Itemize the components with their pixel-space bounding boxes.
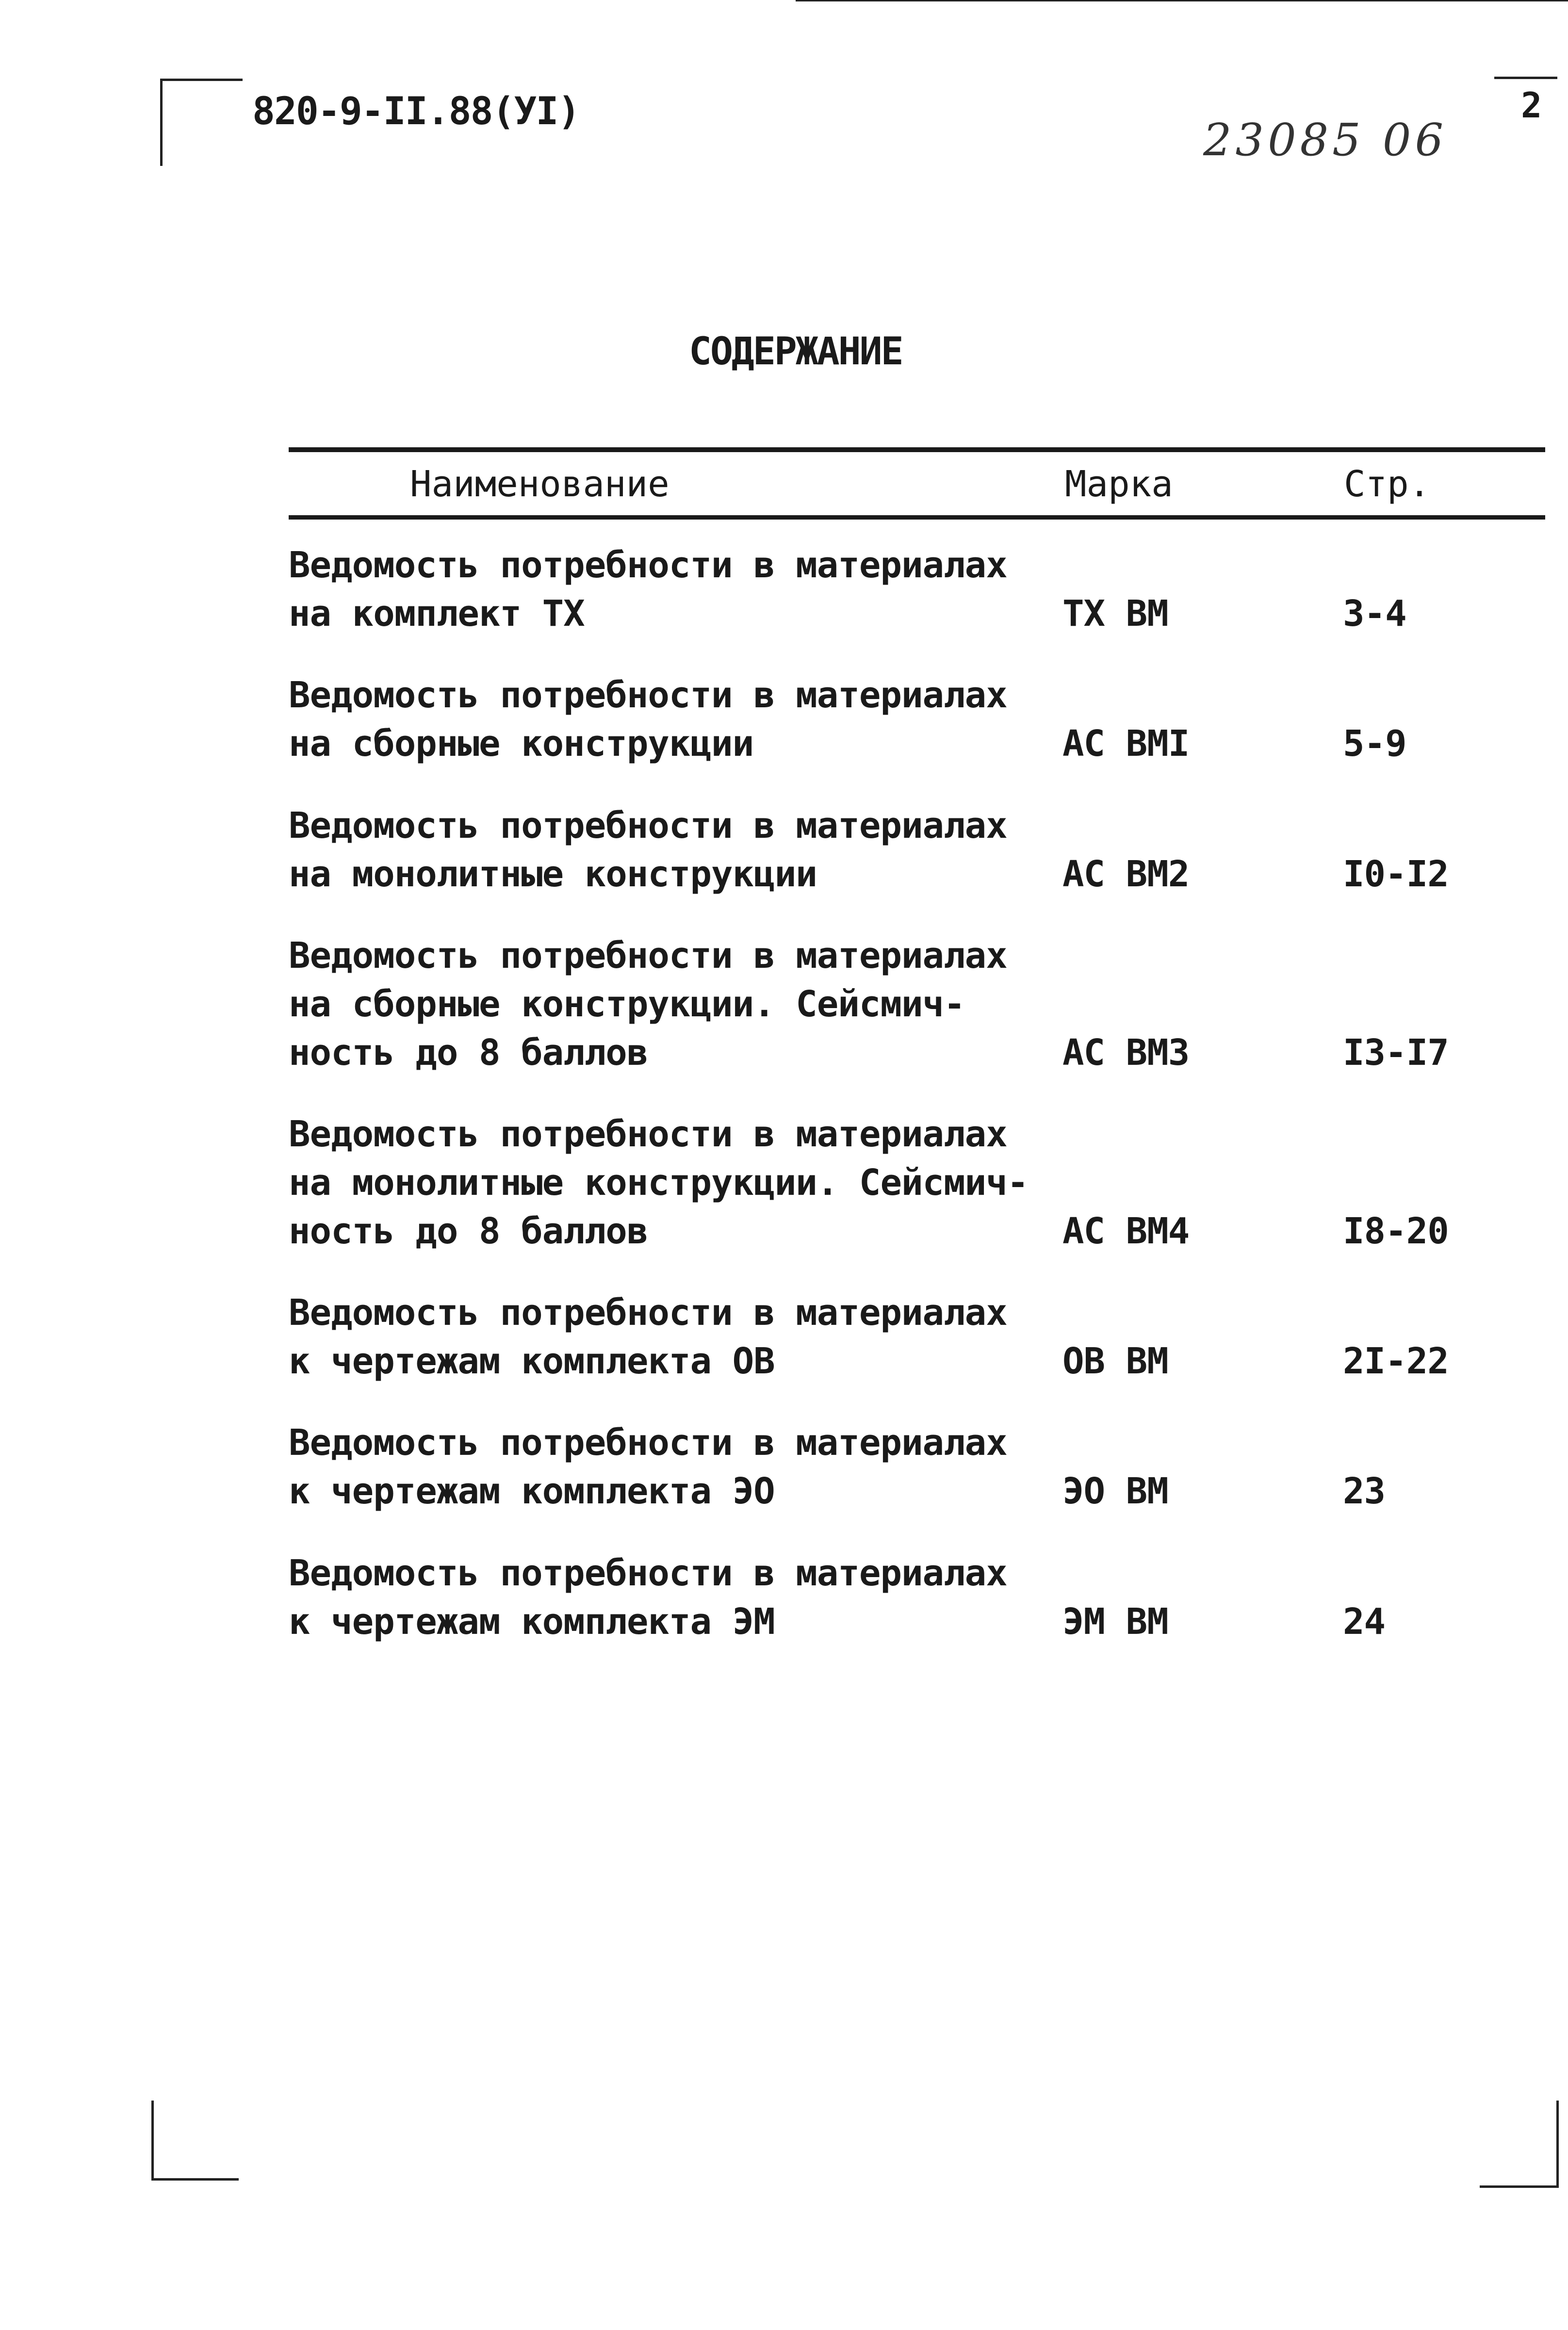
row-name: Ведомость потребности в материалах на монолитные конструкции [289,805,1007,895]
row-mark: АС ВМ3 [1062,1032,1190,1074]
row-mark: АС ВМ4 [1062,1210,1190,1252]
row-pages: 3-4 [1343,593,1406,635]
row-pages: 24 [1343,1601,1386,1643]
corner-mark-bottom-left-vertical [151,2101,154,2181]
row-pages: 23 [1343,1470,1386,1512]
row-mark: АС ВМI [1062,723,1190,765]
row-mark: ЭМ ВМ [1062,1601,1168,1643]
row-mark: АС ВМ2 [1062,853,1190,895]
row-mark: ОВ ВМ [1062,1340,1168,1382]
corner-mark-bottom-right-horizontal [1480,2185,1557,2188]
page-title: СОДЕРЖАНИЕ [689,330,902,374]
inventory-number: 23085 06 [1203,114,1447,166]
corner-mark-bottom-right-vertical [1556,2101,1559,2188]
row-mark: ТХ ВМ [1062,593,1168,635]
row-name: Ведомость потребности в материалах к чертежам комплекта ЭО [289,1422,1007,1512]
document-code: 820-9-II.88(УI) [252,90,580,133]
row-pages: I0-I2 [1343,853,1449,895]
corner-mark-bottom-left-horizontal [151,2178,239,2181]
row-name: Ведомость потребности в материалах на монолитные конструкции. Сейсмич- ность до 8 баллов [289,1113,1029,1252]
row-name: Ведомость потребности в материалах на сборные конструкции. Сейсмич- ность до 8 баллов [289,935,1007,1074]
row-name: Ведомость потребности в материалах к чертежам комплекта ОВ [289,1292,1007,1382]
row-name: Ведомость потребности в материалах к чертежам комплекта ЭМ [289,1552,1007,1643]
corner-mark-top-left-vertical [160,79,163,166]
corner-mark-top-left-horizontal [160,79,243,81]
table-header-rule-top [289,447,1545,452]
row-pages: 5-9 [1343,723,1406,765]
row-name: Ведомость потребности в материалах на комплект ТХ [289,544,1007,635]
column-header-mark: Марка [1065,463,1173,505]
corner-mark-top-right-horizontal [1494,77,1557,79]
page-number: 2 [1521,85,1542,126]
column-header-name: Наименование [410,463,670,505]
row-pages: 2I-22 [1343,1340,1449,1382]
column-header-pages: Стр. [1344,463,1431,505]
row-pages: I8-20 [1343,1210,1449,1252]
top-edge-line [796,0,1568,1]
row-mark: ЭО ВМ [1062,1470,1168,1512]
row-pages: I3-I7 [1343,1032,1449,1074]
table-header-rule-bottom [289,515,1545,520]
row-name: Ведомость потребности в материалах на сборные конструкции [289,674,1007,765]
